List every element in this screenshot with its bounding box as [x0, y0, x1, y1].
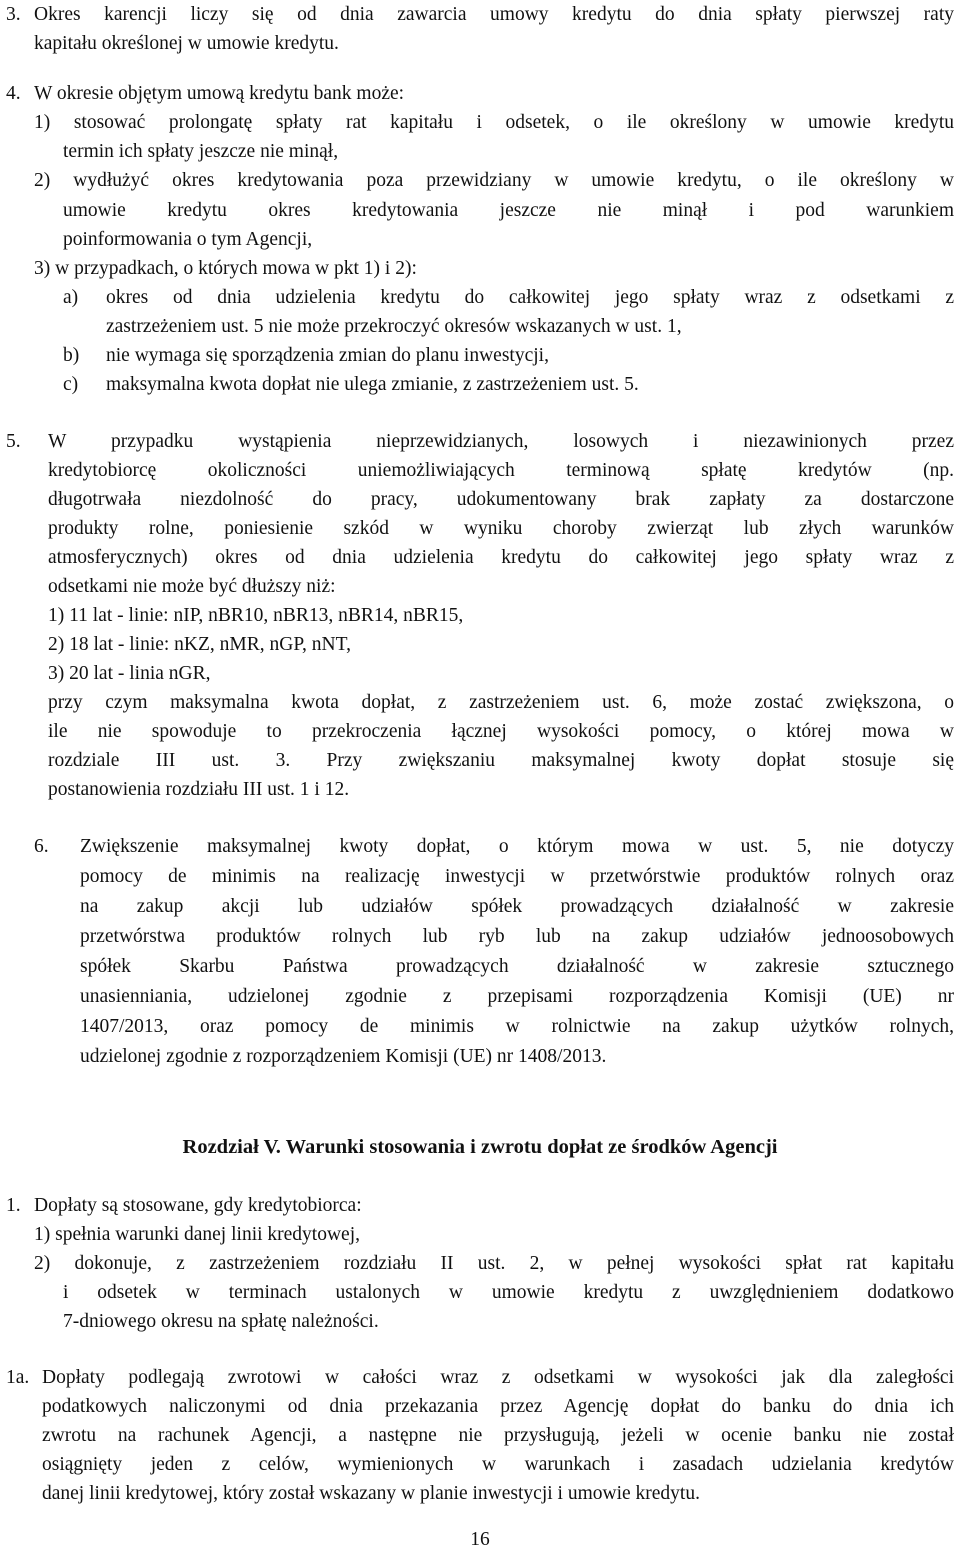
para4-line: 1) stosować prolongatę spłaty rat kapitału i odsetek, o ile określony w umowie kredytu [34, 112, 954, 133]
para6-line: przetwórstwa produktów rolnych lub ryb lub na zakup udziałów jednoosobowych [80, 926, 954, 947]
ch-para1-line: 7-dniowego okresu na spłatę należności. [63, 1311, 379, 1332]
subitem-label: c) [63, 374, 79, 395]
para5-line: kredytobiorcę okoliczności uniemożliwiających terminową spłatę kredytów (np. [48, 460, 954, 481]
subitem-line: maksymalna kwota dopłat nie ulega zmianie, z zastrzeżeniem ust. 5. [106, 374, 639, 395]
para5-line: ile nie spowoduje to przekroczenia łącznej wysokości pomocy, o której mowa w [48, 721, 954, 742]
para3-number: 3. [6, 4, 21, 25]
para5-list-item: 3) 20 lat - linia nGR, [48, 663, 211, 684]
subitem-line: nie wymaga się sporządzenia zmian do planu inwestycji, [106, 345, 549, 366]
subitem-label: a) [63, 287, 79, 308]
ch-para1-line: Dopłaty są stosowane, gdy kredytobiorca: [34, 1195, 362, 1216]
subitem-label: b) [63, 345, 80, 366]
para5-line: długotrwała niezdolność do pracy, udokumentowany brak zapłaty za dostarczone [48, 489, 954, 510]
para4-line: poinformowania o tym Agencji, [63, 229, 313, 250]
para3-line: Okres karencji liczy się od dnia zawarcia umowy kredytu do dnia spłaty pierwszej raty [34, 4, 954, 25]
para6-number: 6. [34, 836, 49, 857]
para6-line: 1407/2013, oraz pomocy de minimis w rolnictwie na zakup użytków rolnych, [80, 1016, 954, 1037]
para5-line: odsetkami nie może być dłuższy niż: [48, 576, 336, 597]
ch-para1-line: 2) dokonuje, z zastrzeżeniem rozdziału II ust. 2, w pełnej wysokości spłat rat kapitału [34, 1253, 954, 1274]
para6-line: spółek Skarbu Państwa prowadzących działalność w zakresie sztucznego [80, 956, 954, 977]
para5-line: produkty rolne, poniesienie szkód w wyniku choroby zwierząt lub złych warunków [48, 518, 954, 539]
para6-line: pomocy de minimis na realizację inwestycji w przetwórstwie produktów rolnych oraz [80, 866, 954, 887]
para5-line: rozdziale III ust. 3. Przy zwiększaniu maksymalnej kwoty dopłat stosuje się [48, 750, 954, 771]
para5-line: atmosferycznych) okres od dnia udzielenia kredytu do całkowitej jego spłaty wraz z [48, 547, 954, 568]
ch-para1a-line: Dopłaty podlegają zwrotowi w całości wraz z odsetkami w wysokości jak dla zaległości [42, 1367, 954, 1388]
para5-number: 5. [6, 431, 21, 452]
ch-para1-line: 1) spełnia warunki danej linii kredytowej, [34, 1224, 360, 1245]
para4-line: 2) wydłużyć okres kredytowania poza przewidziany w umowie kredytu, o ile określony w [34, 170, 954, 191]
para4-line: termin ich spłaty jeszcze nie minął, [63, 141, 339, 162]
ch-para1a-line: zwrotu na rachunek Agencji, a następne nie przysługują, jeżeli w ocenie banku nie został [42, 1425, 954, 1446]
para5-line: W przypadku wystąpienia nieprzewidzianych, losowych i niezawinionych przez [48, 431, 954, 452]
para5-line: przy czym maksymalna kwota dopłat, z zastrzeżeniem ust. 6, może zostać zwiększona, o [48, 692, 954, 713]
para5-line: postanowienia rozdziału III ust. 1 i 12. [48, 779, 350, 800]
para4-number: 4. [6, 83, 21, 104]
page-number: 16 [470, 1529, 490, 1550]
para4-line: umowie kredytu okres kredytowania jeszcze nie minął i pod warunkiem [63, 200, 954, 221]
ch-para1-line: i odsetek w terminach ustalonych w umowie kredytu z uwzględnieniem dodatkowo [63, 1282, 954, 1303]
subitem-line: okres od dnia udzielenia kredytu do całkowitej jego spłaty wraz z odsetkami z [106, 287, 954, 308]
ch-para1a-line: danej linii kredytowej, który został wskazany w planie inwestycji i umowie kredytu. [42, 1483, 700, 1504]
subitem-line: zastrzeżeniem ust. 5 nie może przekroczyć okresów wskazanych w ust. 1, [106, 316, 682, 337]
para5-list-item: 1) 11 lat - linie: nIP, nBR10, nBR13, nBR14, nBR15, [48, 605, 464, 626]
para6-line: unasienniania, udzielonej zgodnie z przepisami rozporządzenia Komisji (UE) nr [80, 986, 954, 1007]
para3-line: kapitału określonej w umowie kredytu. [34, 33, 339, 54]
para6-line: Zwiększenie maksymalnej kwoty dopłat, o którym mowa w ust. 5, nie dotyczy [80, 836, 954, 857]
para6-line: na zakup akcji lub udziałów spółek prowadzących działalność w zakresie [80, 896, 954, 917]
para4-line: 3) w przypadkach, o których mowa w pkt 1) i 2): [34, 258, 417, 279]
ch-para1a-number: 1a. [6, 1367, 30, 1388]
ch-para1a-line: osiągnięty jeden z celów, wymienionych w warunkach i zasadach udzielania kredytów [42, 1454, 954, 1475]
ch-para1a-line: podatkowych naliczonymi od dnia przekazania przez Agencję dopłat do banku do dnia ich [42, 1396, 954, 1417]
para6-line: udzielonej zgodnie z rozporządzeniem Komisji (UE) nr 1408/2013. [80, 1046, 607, 1067]
para4-line: W okresie objętym umową kredytu bank może: [34, 83, 405, 104]
chapter-heading: Rozdział V. Warunki stosowania i zwrotu dopłat ze środków Agencji [182, 1136, 778, 1158]
para5-list-item: 2) 18 lat - linie: nKZ, nMR, nGP, nNT, [48, 634, 351, 655]
ch-para1-number: 1. [6, 1195, 21, 1216]
